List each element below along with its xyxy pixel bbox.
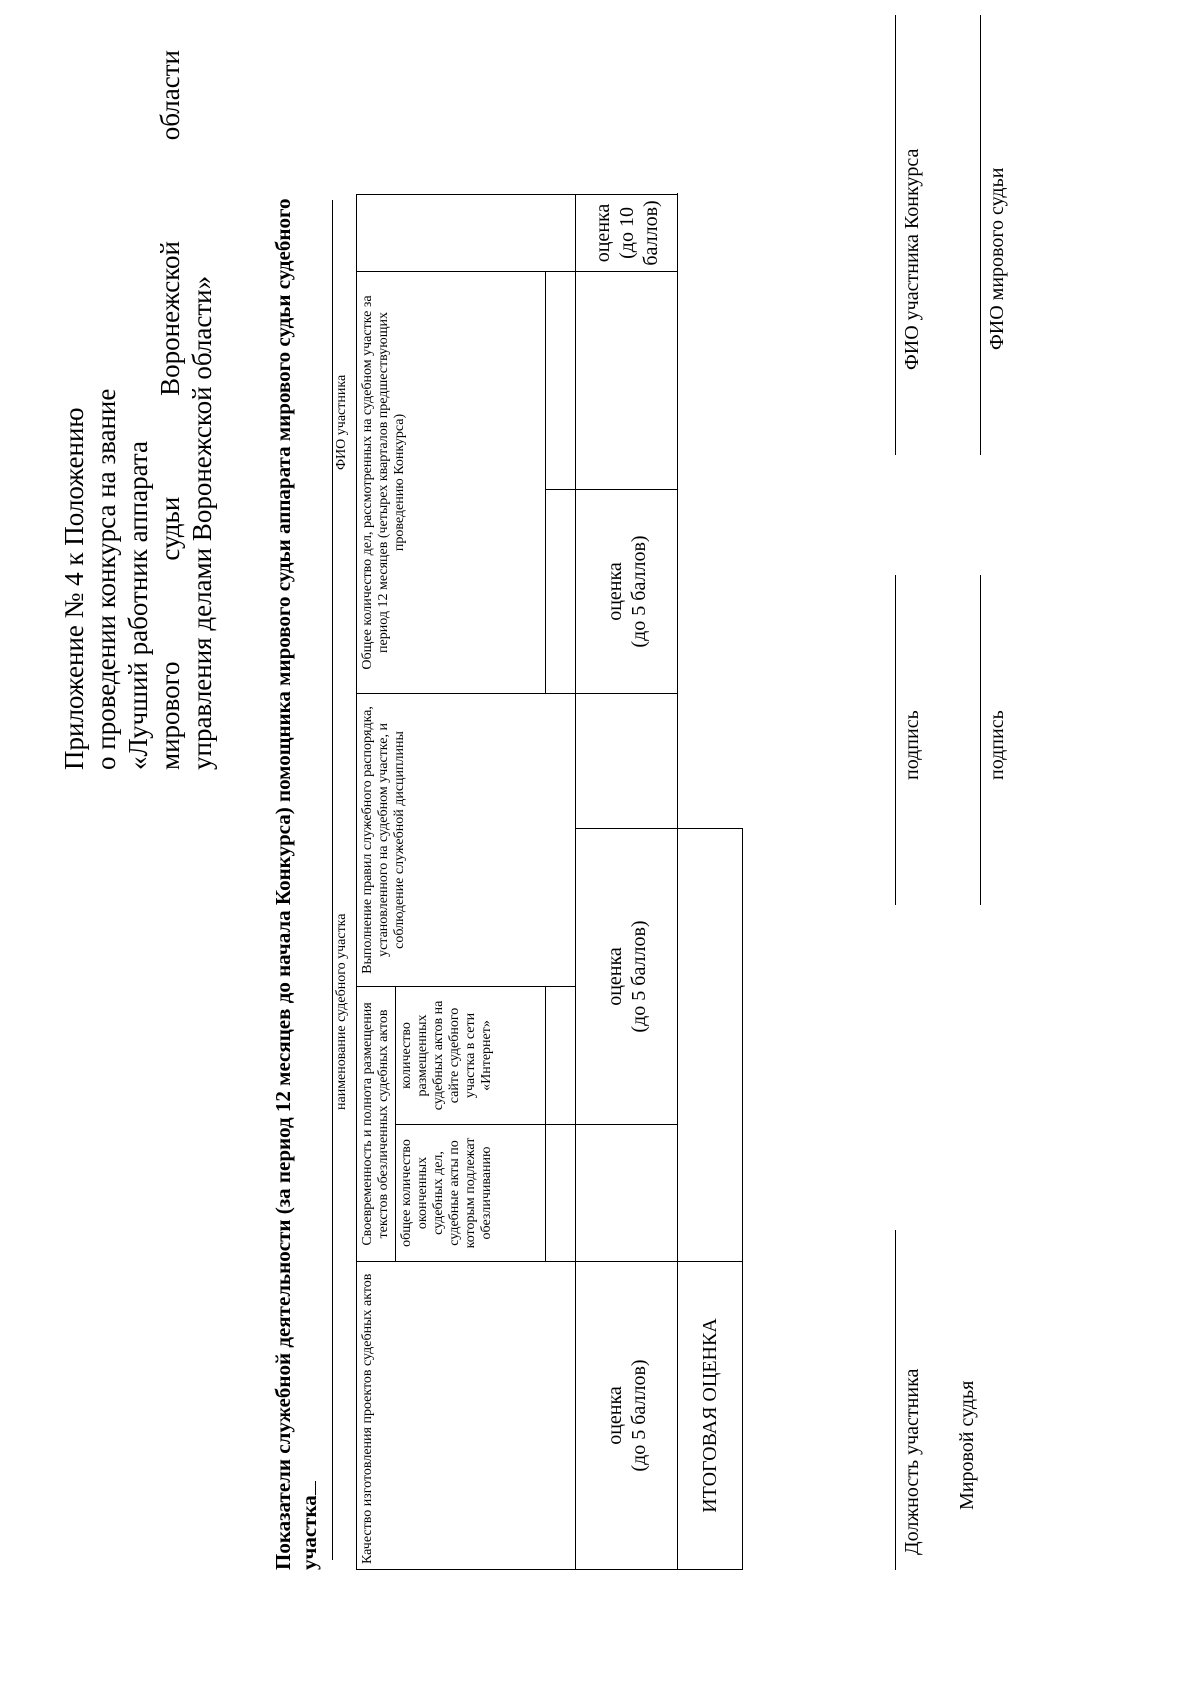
score-table <box>356 194 743 1570</box>
blank-cell <box>546 271 576 489</box>
score-limit: (до 5 баллов) <box>627 1359 650 1472</box>
score-label: оценка <box>603 947 626 1006</box>
blank-cell <box>678 194 743 828</box>
table-row <box>576 194 678 1569</box>
signature-line <box>980 575 981 905</box>
score-limit: (до 10 баллов) <box>615 200 662 266</box>
score-label: оценка <box>603 1386 626 1445</box>
participant-fio-caption: ФИО участника <box>334 374 349 470</box>
header-line-2: о проведении конкурса на звание <box>91 388 121 770</box>
score-label: оценка <box>591 203 614 263</box>
criterion-quality: Качество изготовления проектов судебных актов <box>357 1262 576 1570</box>
total-score-cell <box>678 828 743 1261</box>
header-line-4-word: судьи <box>155 496 185 561</box>
rotated-form-page <box>50 10 1050 1650</box>
participant-fio-label: ФИО участника Конкурса <box>901 148 923 370</box>
header-line-4 <box>154 50 186 770</box>
score-limit: (до 5 баллов) <box>627 920 650 1033</box>
participant-signature-row <box>895 10 925 1570</box>
score-cases-cell <box>576 194 678 271</box>
judge-position-label: Мировой судья <box>956 1380 978 1510</box>
blank-cell <box>576 1125 678 1262</box>
appendix-header <box>58 50 218 770</box>
blank-cell <box>576 693 678 828</box>
score-limit: (до 5 баллов) <box>627 535 650 648</box>
score-quality-cell <box>576 1262 678 1570</box>
blank-cell <box>357 194 576 271</box>
blank-cell <box>546 489 576 693</box>
header-line-3: «Лучший работник аппарата <box>123 441 153 770</box>
score-discipline-cell <box>576 489 678 693</box>
signature-line <box>895 15 896 455</box>
criterion-cases-count: Общее количество дел, рассмотренных на судебном участке за период 12 месяцев (четырех кварталов предшествующих проведению Конкурса) <box>357 271 546 693</box>
header-line-4-word: мирового <box>155 661 185 770</box>
judge-fio-label: ФИО мирового судьи <box>986 167 1008 350</box>
header-line-4-word: области <box>155 50 185 141</box>
header-line-5: управления делами Воронежской области» <box>187 275 217 770</box>
blank-cell <box>546 1125 576 1262</box>
signature-line <box>895 1230 896 1570</box>
criterion-timeliness-sub-total: общее количество оконченных судебных дел, судебные акты по которым подлежат обезличиванию <box>396 1125 546 1262</box>
title-sublabels <box>332 195 354 1570</box>
header-line-4-word: Воронежской <box>155 241 185 396</box>
total-label: ИТОГОВАЯ ОЦЕНКА <box>678 1262 743 1570</box>
participant-position-label: Должность участника <box>901 1368 923 1555</box>
signature-line <box>980 15 981 455</box>
court-name-caption: наименование судебного участка <box>334 913 349 1110</box>
table-row <box>357 194 396 1569</box>
criterion-timeliness: Своевременность и полнота размещения текстов обезличенных судебных актов <box>357 986 396 1261</box>
score-label: оценка <box>603 562 626 621</box>
form-title <box>270 190 322 1570</box>
court-name-underline <box>332 200 333 1560</box>
criterion-timeliness-sub-published: количество размещенных судебных актов на сайте судебного участка в сети «Интернет» <box>396 986 546 1124</box>
signature-label: подпись <box>986 710 1008 780</box>
header-line-1: Приложение № 4 к Положению <box>59 407 89 770</box>
score-timeliness-cell <box>576 828 678 1124</box>
judge-signature-row <box>956 10 1010 1570</box>
court-name-blank <box>315 1481 316 1495</box>
signature-label: подпись <box>901 710 923 780</box>
signature-line <box>895 575 896 905</box>
criterion-discipline: Выполнение правил служебного распорядка, установленного на судебном участке, и соблюдение служебной дисциплины <box>357 693 576 986</box>
form-title-text: Показатели служебной деятельности (за период 12 месяцев до начала Конкурса) помощника мирового судьи аппарата мирового судьи судебного участка <box>271 198 321 1570</box>
blank-cell <box>546 986 576 1124</box>
table-row <box>678 194 743 1569</box>
blank-cell <box>576 271 678 489</box>
